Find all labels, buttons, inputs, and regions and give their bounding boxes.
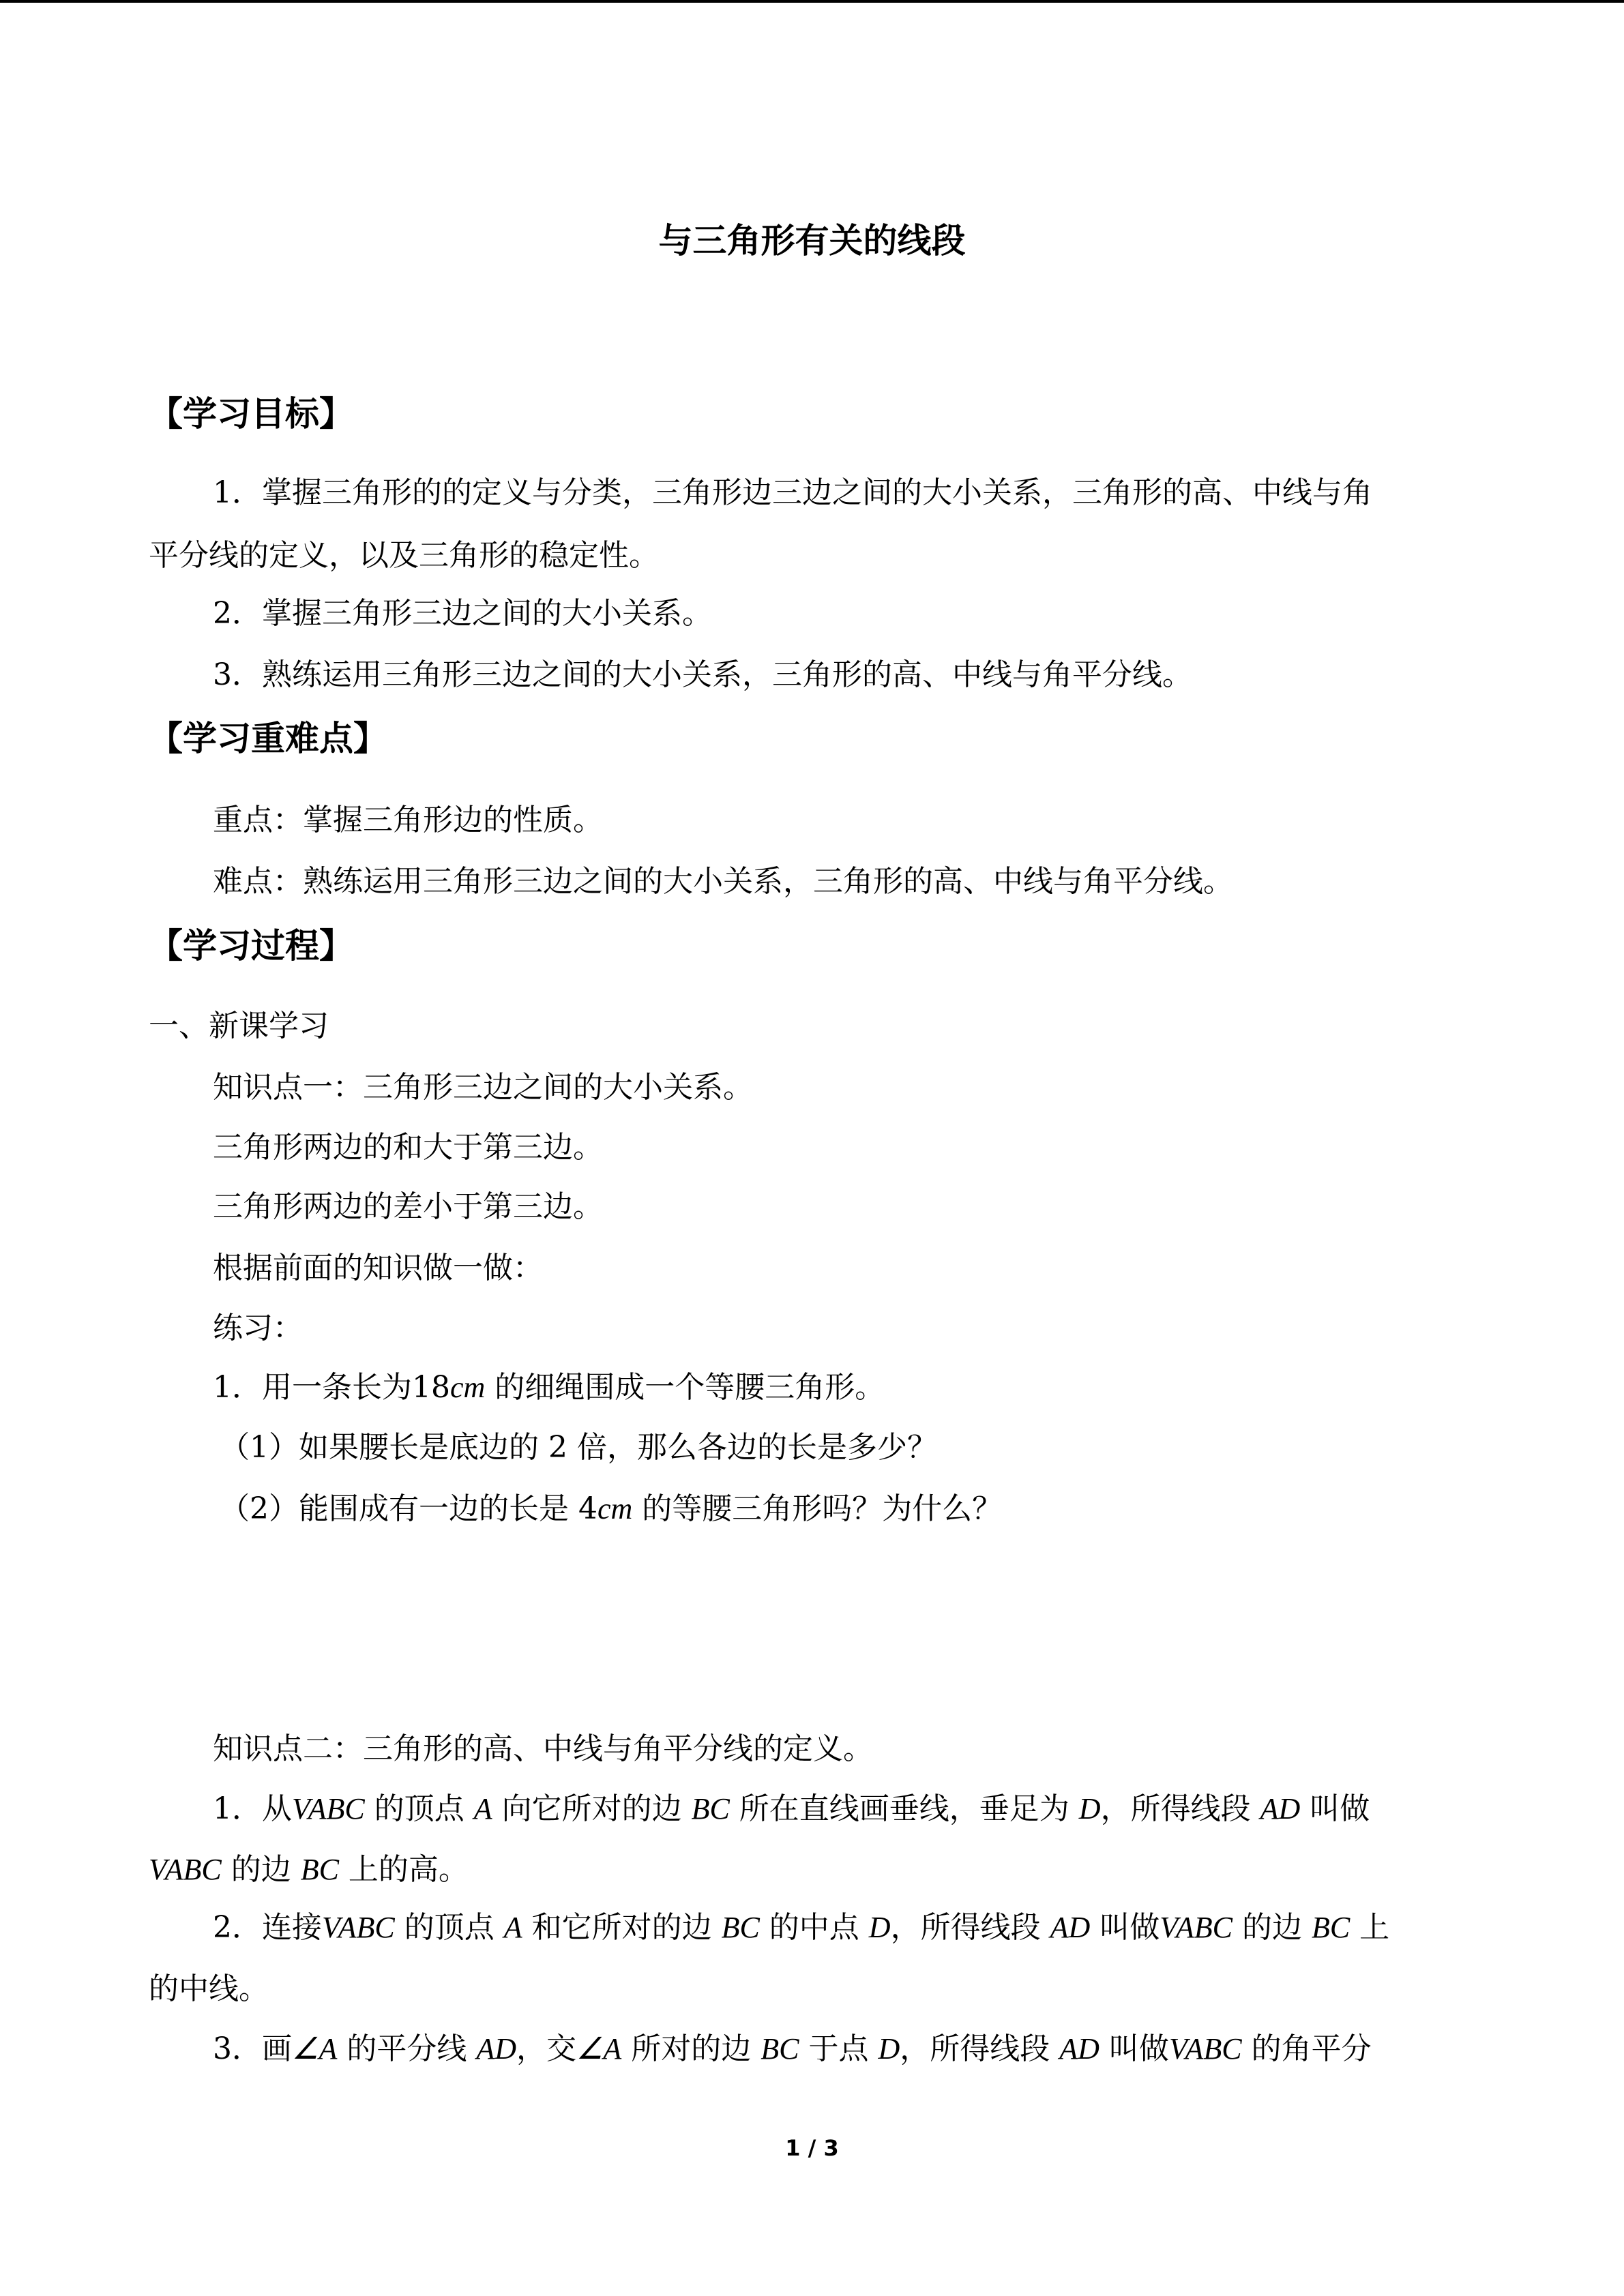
kp2-item-1-text: 上的高。 <box>338 1852 469 1887</box>
kp2-item-3-text: 的角平分 <box>1241 2031 1372 2066</box>
practice-prompt: 根据前面的知识做一做： <box>213 1251 543 1285</box>
kp2-item-1-math: AD <box>1260 1792 1301 1825</box>
kp2-item-1-text: 的边 <box>221 1852 301 1887</box>
kp2-item-2-text: 的边 <box>1232 1910 1312 1945</box>
kp2-item-2-math: BC <box>1311 1911 1350 1944</box>
kp2-item-3-line-1 <box>213 2018 1372 2080</box>
knowledge-point-1-title: 知识点一：三角形三边之间的大小关系。 <box>213 1070 753 1105</box>
kp2-item-3-text: 叫做 <box>1099 2031 1169 2066</box>
kp2-item-3-math: ∠A <box>576 2032 622 2066</box>
section-heading-goals: 【学习目标】 <box>149 394 353 434</box>
exercise-1-unit: cm <box>449 1371 486 1404</box>
kp2-item-3-text: 于点 <box>799 2031 879 2066</box>
exercise-1-question-2-unit: cm <box>597 1492 633 1525</box>
knowledge-point-2-title: 知识点二：三角形的高、中线与角平分线的定义。 <box>213 1731 873 1766</box>
kp2-item-3-math: BC <box>761 2032 799 2066</box>
kp2-item-2-text: 上 <box>1350 1910 1390 1945</box>
kp2-item-3-text: ，所得线段 <box>900 2031 1060 2066</box>
kp2-item-1-math: VABC <box>149 1853 222 1886</box>
kp2-item-2-math: D <box>868 1911 891 1944</box>
difficult-point: 难点：熟练运用三角形三边之间的大小关系，三角形的高、中线与角平分线。 <box>213 864 1233 899</box>
kp2-item-2-text: 叫做 <box>1090 1910 1160 1945</box>
kp2-item-2-math: AD <box>1050 1911 1091 1944</box>
knowledge-point-1-rule-1: 三角形两边的和大于第三边。 <box>213 1130 603 1165</box>
kp2-item-1-text: 所在直线画垂线，垂足为 <box>729 1791 1079 1826</box>
kp2-item-2-line-2: 的中线。 <box>149 1971 269 2006</box>
kp2-item-2-text: 2．连接 <box>213 1910 322 1945</box>
kp2-item-2-math: VABC <box>1160 1911 1232 1944</box>
exercise-1-text-a: 1．用一条长为18 <box>213 1370 450 1405</box>
exercise-1-question-2-text-a: （2）能围成有一边的长是 4 <box>220 1491 597 1526</box>
kp2-item-1-text: ，所得线段 <box>1100 1791 1260 1826</box>
kp2-item-3-text: 的平分线 <box>337 2031 477 2066</box>
kp2-item-1-text: 1．从 <box>213 1791 292 1826</box>
kp2-item-1-math: D <box>1078 1792 1101 1825</box>
kp2-item-1-text: 叫做 <box>1300 1791 1370 1826</box>
knowledge-point-1-rule-2: 三角形两边的差小于第三边。 <box>213 1189 603 1224</box>
kp2-item-2-text: ，所得线段 <box>890 1910 1050 1945</box>
kp2-item-1-math: BC <box>300 1853 339 1886</box>
kp2-item-2-math: BC <box>721 1911 760 1944</box>
kp2-item-2-line-1 <box>213 1897 1389 1958</box>
goal-item-1-line-2: 平分线的定义，以及三角形的稳定性。 <box>149 538 659 573</box>
exercise-1-question-2 <box>220 1478 1002 1540</box>
kp2-item-3-math: AD <box>1059 2032 1099 2066</box>
goal-item-2: 2．掌握三角形三边之间的大小关系。 <box>213 596 712 631</box>
kp2-item-2-text: 的中点 <box>759 1910 869 1945</box>
page-top-border <box>0 0 1624 3</box>
kp2-item-1-math: VABC <box>292 1792 365 1825</box>
kp2-item-3-text: ，交 <box>516 2031 576 2066</box>
kp2-item-1-math: A <box>473 1792 492 1825</box>
kp2-item-2-math: VABC <box>322 1911 395 1944</box>
exercise-1-question-1: （1）如果腰长是底边的 2 倍，那么各边的长是多少？ <box>220 1430 937 1465</box>
kp2-item-3-text: 所对的边 <box>621 2031 761 2066</box>
kp2-item-1-line-2 <box>149 1839 469 1900</box>
kp2-item-1-text: 向它所对的边 <box>492 1791 692 1826</box>
exercise-1 <box>213 1357 885 1418</box>
part-1-heading: 一、新课学习 <box>149 1009 329 1043</box>
section-heading-process: 【学习过程】 <box>149 926 353 966</box>
kp2-item-2-math: A <box>503 1911 522 1944</box>
kp2-item-3-text: 3．画 <box>213 2031 292 2066</box>
kp2-item-1-math: BC <box>691 1792 730 1825</box>
kp2-item-3-math: AD <box>476 2032 516 2066</box>
goal-item-1-line-1: 1．掌握三角形的的定义与分类，三角形边三边之间的大小关系，三角形的高、中线与角 <box>213 475 1372 510</box>
kp2-item-2-text: 和它所对的边 <box>522 1910 722 1945</box>
kp2-item-3-math: VABC <box>1168 2032 1242 2066</box>
exercise-1-text-b: 的细绳围成一个等腰三角形。 <box>485 1370 885 1405</box>
kp2-item-1-text: 的顶点 <box>364 1791 474 1826</box>
key-point: 重点：掌握三角形边的性质。 <box>213 803 603 837</box>
kp2-item-2-text: 的顶点 <box>394 1910 504 1945</box>
page-indicator: 1 / 3 <box>785 2135 839 2161</box>
practice-label: 练习： <box>213 1311 303 1345</box>
document-title: 与三角形有关的线段 <box>658 221 966 260</box>
kp2-item-3-math: ∠A <box>292 2032 338 2066</box>
exercise-1-question-2-text-b: 的等腰三角形吗？为什么？ <box>632 1491 1003 1526</box>
kp2-item-3-math: D <box>878 2032 900 2066</box>
goal-item-3: 3．熟练运用三角形三边之间的大小关系，三角形的高、中线与角平分线。 <box>213 657 1192 692</box>
kp2-item-1-line-1 <box>213 1778 1370 1840</box>
section-heading-key-points: 【学习重难点】 <box>149 719 387 758</box>
